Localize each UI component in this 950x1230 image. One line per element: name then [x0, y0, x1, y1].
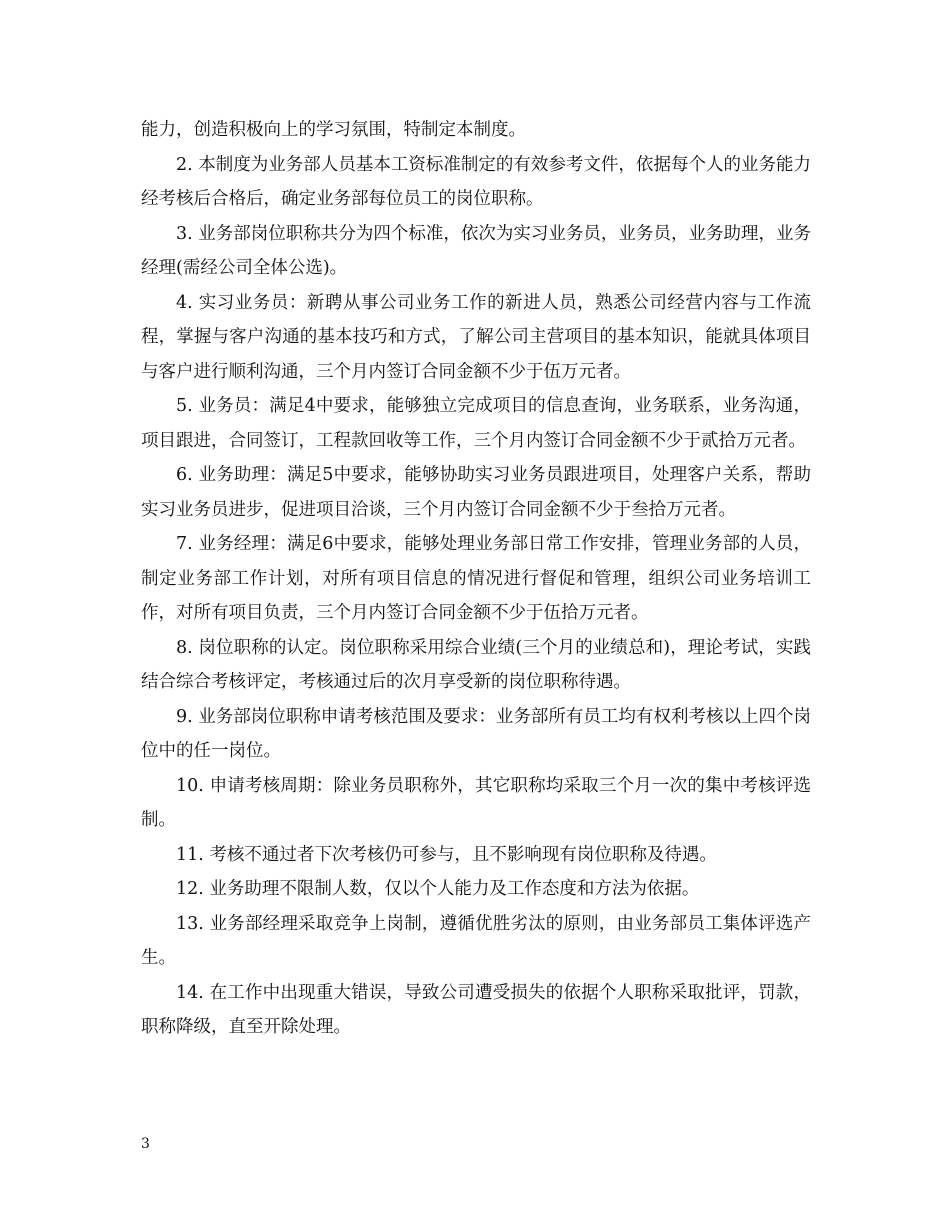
paragraph-item-8: 8. 岗位职称的认定。岗位职称采用综合业绩(三个月的业绩总和)，理论考试，实践结合综合考核评定，考核通过后的次月享受新的岗位职称待遇。 — [141, 637, 811, 692]
paragraph-item-12: 12. 业务助理不限制人数，仅以个人能力及工作态度和方法为依据。 — [176, 879, 700, 899]
paragraph-continuation: 能力，创造积极向上的学习氛围，特制定本制度。 — [141, 120, 526, 140]
paragraph-item-6: 6. 业务助理：满足5中要求，能够协助实习业务员跟进项目，处理客户关系，帮助实习业务员进步，促进项目洽谈，三个月内签订合同金额不少于叁拾万元者。 — [141, 465, 811, 520]
paragraph-item-14: 14. 在工作中出现重大错误，导致公司遭受损失的依据个人职称采取批评，罚款，职称降级，直至开除处理。 — [141, 982, 811, 1037]
paragraph-item-9: 9. 业务部岗位职称申请考核范围及要求：业务部所有员工均有权利考核以上四个岗位中的任一岗位。 — [141, 706, 811, 761]
page-number: 3 — [141, 1136, 150, 1152]
paragraph-item-2: 2. 本制度为业务部人员基本工资标准制定的有效参考文件，依据每个人的业务能力经考核后合格后，确定业务部每位员工的岗位职称。 — [141, 154, 811, 209]
paragraph-item-11: 11. 考核不通过者下次考核仍可参与，且不影响现有岗位职称及待遇。 — [176, 844, 717, 865]
paragraph-item-7: 7. 业务经理：满足6中要求，能够处理业务部日常工作安排，管理业务部的人员，制定业务部工作计划，对所有项目信息的情况进行督促和管理，组织公司业务培训工作，对所有项目负责，三个月内签订合同金额不少于伍拾万元者。 — [141, 534, 811, 623]
paragraph-item-3: 3. 业务部岗位职称共分为四个标准，依次为实习业务员，业务员，业务助理，业务经理(需经公司全体公选)。 — [141, 223, 811, 278]
paragraph-item-4: 4. 实习业务员：新聘从事公司业务工作的新进人员，熟悉公司经营内容与工作流程，掌握与客户沟通的基本技巧和方式，了解公司主营项目的基本知识，能就具体项目与客户进行顺利沟通，三个月内签订合同金额不少于伍万元者。 — [141, 292, 811, 382]
paragraph-item-13: 13. 业务部经理采取竞争上岗制，遵循优胜劣汰的原则，由业务部员工集体评选产生。 — [141, 913, 811, 968]
paragraph-item-5: 5. 业务员：满足4中要求，能够独立完成项目的信息查询，业务联系，业务沟通，项目跟进，合同签订，工程款回收等工作，三个月内签订合同金额不少于贰拾万元者。 — [141, 396, 811, 451]
document-body — [141, 113, 811, 1045]
paragraph-item-10: 10. 申请考核周期：除业务员职称外，其它职称均采取三个月一次的集中考核评选制。 — [141, 775, 811, 830]
